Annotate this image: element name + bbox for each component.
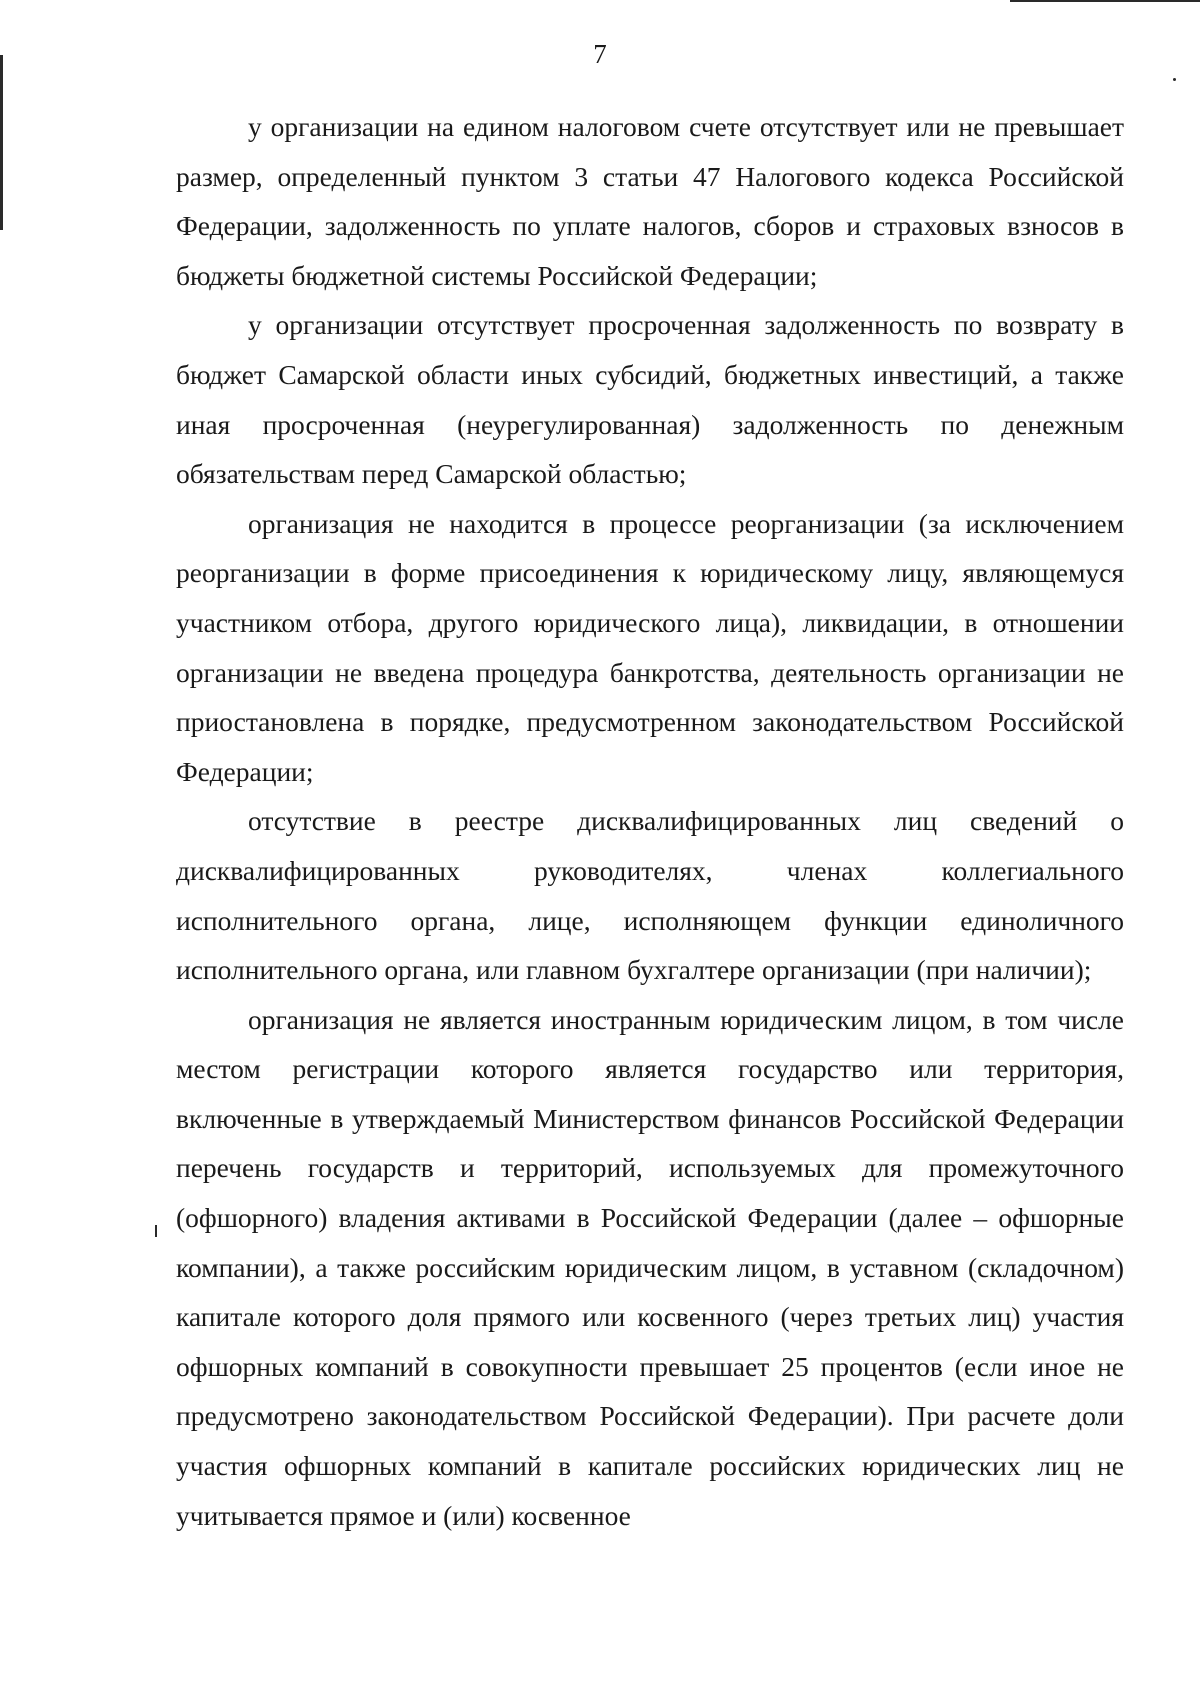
paragraph-reorganization: организация не находится в процессе реорганизации (за исключением реорганизации в форме присоединения к юридическому лицу, являющемуся участником отбора, другого юридического лица), ликвидации, в отношении организации не введена процедура банкротства, деятельность организации не приостановлена в порядке, предусмотренном законодательством Российской Федерации; <box>176 507 1124 787</box>
scan-edge-mark-left <box>0 55 3 230</box>
paragraph-offshore-companies: организация не является иностранным юридическим лицом, в том числе местом регистрации которого является государство или территория, включенные в утверждаемый Министерством финансов Российской Федерации перечень государств и территорий, используемых для промежуточного (офшорного) владения активами в Российской Федерации (далее – офшорные компании), а также российским юридическим лицом, в уставном (складочном) капитале которого доля прямого или косвенного (через третьих лиц) участия офшорных компаний в совокупности превышает 25 процентов (если иное не предусмотрено законодательством Российской Федерации). При расчете доли участия офшорных компаний в капитале российских юридических лиц не учитывается прямое и (или) косвенное <box>176 1003 1124 1531</box>
scan-speck <box>1173 78 1176 81</box>
document-body <box>176 102 1124 1540</box>
paragraph-tax-debt: у организации на едином налоговом счете отсутствует или не превышает размер, определенный пунктом 3 статьи 47 Налогового кодекса Российской Федерации, задолженность по уплате налогов, сборов и страховых взносов в бюджеты бюджетной системы Российской Федерации; <box>176 111 1124 291</box>
page-number: 7 <box>593 39 607 69</box>
paragraph-disqualified-persons: отсутствие в реестре дисквалифицированных лиц сведений о дисквалифицированных руководителях, членах коллегиального исполнительного органа, лице, исполняющем функции единоличного исполнительного органа, или главном бухгалтере организации (при наличии); <box>176 805 1124 986</box>
scan-edge-mark-top-right <box>1010 0 1200 2</box>
scan-speck <box>155 1225 157 1237</box>
paragraph-overdue-debt: у организации отсутствует просроченная задолженность по возврату в бюджет Самарской области иных субсидий, бюджетных инвестиций, а также иная просроченная (неурегулированная) задолженность по денежным обязательствам перед Самарской областью; <box>176 309 1124 490</box>
